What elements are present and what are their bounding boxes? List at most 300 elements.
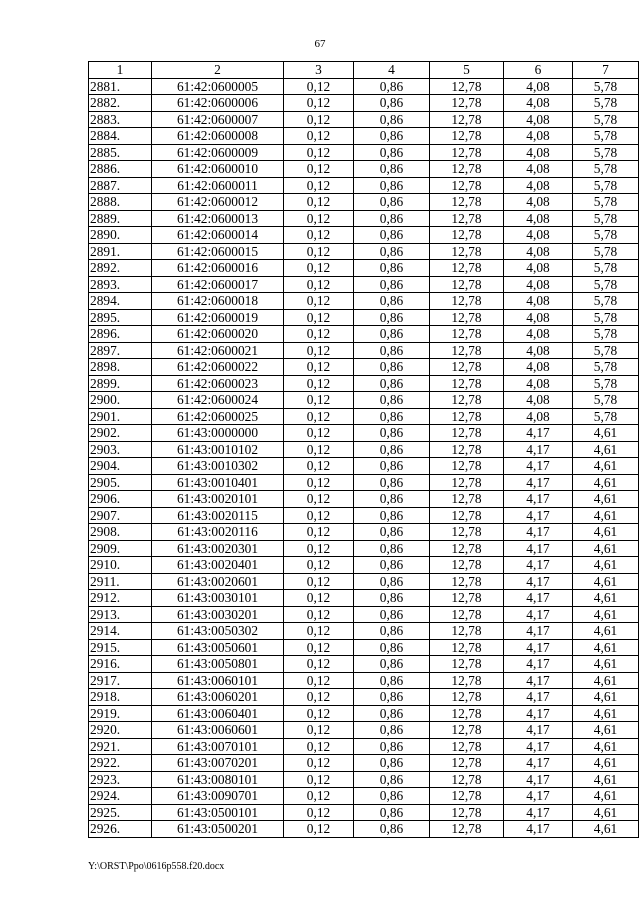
- table-cell: 2889.: [89, 210, 152, 227]
- table-row: [89, 639, 639, 656]
- table-cell: 0,86: [354, 507, 430, 524]
- table-cell: 4,17: [504, 821, 573, 838]
- table-cell: 4,61: [573, 689, 639, 706]
- table-cell: 0,12: [284, 722, 354, 739]
- table-cell: 12,78: [430, 656, 504, 673]
- table-cell: 5,78: [573, 342, 639, 359]
- table-cell: 4,17: [504, 557, 573, 574]
- table-cell: 2892.: [89, 260, 152, 277]
- table-row: [89, 788, 639, 805]
- table-cell: 4,17: [504, 524, 573, 541]
- table-cell: 4,17: [504, 656, 573, 673]
- table-row: [89, 425, 639, 442]
- table-cell: 61:42:0600021: [152, 342, 284, 359]
- table-cell: 61:42:0600019: [152, 309, 284, 326]
- table-cell: 0,86: [354, 573, 430, 590]
- table-cell: 4,08: [504, 210, 573, 227]
- table-row: [89, 276, 639, 293]
- table-cell: 0,86: [354, 771, 430, 788]
- table-cell: 61:43:0030101: [152, 590, 284, 607]
- table-cell: 0,86: [354, 144, 430, 161]
- table-cell: 4,61: [573, 672, 639, 689]
- table-cell: 2901.: [89, 408, 152, 425]
- table-cell: 4,61: [573, 771, 639, 788]
- table-cell: 2916.: [89, 656, 152, 673]
- table-cell: 12,78: [430, 722, 504, 739]
- table-cell: 12,78: [430, 788, 504, 805]
- table-cell: 5,78: [573, 309, 639, 326]
- table-cell: 5,78: [573, 375, 639, 392]
- table-cell: 61:42:0600011: [152, 177, 284, 194]
- table-cell: 4,08: [504, 243, 573, 260]
- table-cell: 61:42:0600005: [152, 78, 284, 95]
- table-cell: 0,12: [284, 656, 354, 673]
- column-header: 2: [152, 62, 284, 79]
- table-cell: 12,78: [430, 326, 504, 343]
- table-cell: 12,78: [430, 738, 504, 755]
- table-cell: 5,78: [573, 408, 639, 425]
- table-cell: 4,61: [573, 821, 639, 838]
- table-cell: 2890.: [89, 227, 152, 244]
- table-cell: 4,08: [504, 276, 573, 293]
- table-cell: 2881.: [89, 78, 152, 95]
- table-cell: 4,61: [573, 656, 639, 673]
- table-cell: 5,78: [573, 78, 639, 95]
- table-cell: 0,12: [284, 260, 354, 277]
- table-cell: 4,17: [504, 705, 573, 722]
- table-cell: 4,61: [573, 738, 639, 755]
- table-cell: 4,17: [504, 623, 573, 640]
- table-cell: 0,12: [284, 111, 354, 128]
- table-cell: 0,12: [284, 788, 354, 805]
- table-cell: 4,17: [504, 639, 573, 656]
- table-cell: 2898.: [89, 359, 152, 376]
- table-row: [89, 342, 639, 359]
- table-cell: 0,12: [284, 177, 354, 194]
- table-row: [89, 375, 639, 392]
- table-cell: 2913.: [89, 606, 152, 623]
- column-header: 1: [89, 62, 152, 79]
- table-cell: 12,78: [430, 95, 504, 112]
- table-row: [89, 243, 639, 260]
- table-cell: 2920.: [89, 722, 152, 739]
- table-cell: 61:42:0600012: [152, 194, 284, 211]
- table-cell: 61:43:0090701: [152, 788, 284, 805]
- table-cell: 0,12: [284, 755, 354, 772]
- table-row: [89, 392, 639, 409]
- column-header: 7: [573, 62, 639, 79]
- table-cell: 4,08: [504, 128, 573, 145]
- table-cell: 12,78: [430, 276, 504, 293]
- table-cell: 0,86: [354, 755, 430, 772]
- table-cell: 4,08: [504, 309, 573, 326]
- table-cell: 12,78: [430, 458, 504, 475]
- table-cell: 2900.: [89, 392, 152, 409]
- table-row: [89, 738, 639, 755]
- table-row: [89, 507, 639, 524]
- table-cell: 12,78: [430, 375, 504, 392]
- table-cell: 4,17: [504, 441, 573, 458]
- table-cell: 12,78: [430, 425, 504, 442]
- table-cell: 12,78: [430, 111, 504, 128]
- table-cell: 4,17: [504, 689, 573, 706]
- table-cell: 12,78: [430, 771, 504, 788]
- table-cell: 2922.: [89, 755, 152, 772]
- table-cell: 61:43:0010302: [152, 458, 284, 475]
- table-cell: 61:43:0500201: [152, 821, 284, 838]
- table-cell: 0,12: [284, 342, 354, 359]
- table-row: [89, 441, 639, 458]
- table-row: [89, 78, 639, 95]
- table-cell: 4,17: [504, 590, 573, 607]
- table-cell: 61:43:0020401: [152, 557, 284, 574]
- table-cell: 4,17: [504, 425, 573, 442]
- table-cell: 61:43:0020101: [152, 491, 284, 508]
- table-cell: 0,12: [284, 375, 354, 392]
- table-cell: 5,78: [573, 177, 639, 194]
- table-cell: 61:43:0080101: [152, 771, 284, 788]
- table-row: [89, 540, 639, 557]
- table-cell: 12,78: [430, 507, 504, 524]
- table-row: [89, 474, 639, 491]
- table-cell: 12,78: [430, 243, 504, 260]
- table-cell: 0,12: [284, 425, 354, 442]
- table-cell: 4,61: [573, 722, 639, 739]
- table-row: [89, 326, 639, 343]
- table-cell: 61:43:0060101: [152, 672, 284, 689]
- table-cell: 61:43:0500101: [152, 804, 284, 821]
- table-cell: 4,61: [573, 524, 639, 541]
- table-cell: 12,78: [430, 606, 504, 623]
- table-cell: 4,08: [504, 359, 573, 376]
- table-cell: 0,12: [284, 606, 354, 623]
- table-row: [89, 804, 639, 821]
- footer-file-path: Y:\ORST\Ppo\0616p558.f20.docx: [88, 861, 225, 872]
- table-cell: 4,08: [504, 375, 573, 392]
- table-cell: 2899.: [89, 375, 152, 392]
- table-cell: 4,61: [573, 557, 639, 574]
- table-row: [89, 144, 639, 161]
- table-cell: 0,12: [284, 95, 354, 112]
- table-cell: 2895.: [89, 309, 152, 326]
- table-cell: 0,12: [284, 623, 354, 640]
- table-cell: 5,78: [573, 276, 639, 293]
- table-cell: 2887.: [89, 177, 152, 194]
- table-cell: 4,17: [504, 491, 573, 508]
- table-cell: 12,78: [430, 293, 504, 310]
- table-cell: 4,61: [573, 425, 639, 442]
- table-cell: 2924.: [89, 788, 152, 805]
- table-cell: 2885.: [89, 144, 152, 161]
- table-cell: 61:43:0050801: [152, 656, 284, 673]
- table-cell: 4,61: [573, 755, 639, 772]
- table-cell: 12,78: [430, 755, 504, 772]
- table-row: [89, 656, 639, 673]
- table-cell: 12,78: [430, 557, 504, 574]
- column-header: 3: [284, 62, 354, 79]
- table-cell: 5,78: [573, 326, 639, 343]
- data-table: [88, 61, 639, 838]
- table-cell: 61:42:0600025: [152, 408, 284, 425]
- table-cell: 61:43:0070201: [152, 755, 284, 772]
- table-cell: 0,12: [284, 474, 354, 491]
- table-cell: 0,12: [284, 507, 354, 524]
- table-cell: 4,08: [504, 177, 573, 194]
- table-cell: 61:43:0070101: [152, 738, 284, 755]
- table-cell: 0,12: [284, 557, 354, 574]
- table-cell: 12,78: [430, 161, 504, 178]
- table-cell: 0,86: [354, 606, 430, 623]
- table-cell: 12,78: [430, 474, 504, 491]
- table-cell: 61:42:0600015: [152, 243, 284, 260]
- table-cell: 0,12: [284, 227, 354, 244]
- table-cell: 2925.: [89, 804, 152, 821]
- table-cell: 0,86: [354, 705, 430, 722]
- table-cell: 2891.: [89, 243, 152, 260]
- table-cell: 12,78: [430, 573, 504, 590]
- table-cell: 4,17: [504, 788, 573, 805]
- table-cell: 0,86: [354, 788, 430, 805]
- table-cell: 0,12: [284, 441, 354, 458]
- table-cell: 4,08: [504, 227, 573, 244]
- table-row: [89, 623, 639, 640]
- table-cell: 0,86: [354, 738, 430, 755]
- table-cell: 4,17: [504, 722, 573, 739]
- table-cell: 0,86: [354, 557, 430, 574]
- table-cell: 5,78: [573, 111, 639, 128]
- table-cell: 0,86: [354, 342, 430, 359]
- table-cell: 5,78: [573, 95, 639, 112]
- table-cell: 0,12: [284, 540, 354, 557]
- table-cell: 4,61: [573, 590, 639, 607]
- table-row: [89, 293, 639, 310]
- table-cell: 0,86: [354, 293, 430, 310]
- table-cell: 0,12: [284, 573, 354, 590]
- table-cell: 0,86: [354, 95, 430, 112]
- table-row: [89, 359, 639, 376]
- table-cell: 5,78: [573, 161, 639, 178]
- table-cell: 0,86: [354, 672, 430, 689]
- table-cell: 61:43:0020601: [152, 573, 284, 590]
- table-cell: 0,12: [284, 276, 354, 293]
- table-cell: 12,78: [430, 210, 504, 227]
- table-cell: 4,17: [504, 573, 573, 590]
- table-cell: 0,86: [354, 722, 430, 739]
- table-cell: 0,12: [284, 392, 354, 409]
- table-cell: 0,12: [284, 821, 354, 838]
- table-row: [89, 95, 639, 112]
- table-cell: 61:42:0600020: [152, 326, 284, 343]
- table-row: [89, 606, 639, 623]
- table-cell: 0,86: [354, 359, 430, 376]
- table-cell: 12,78: [430, 524, 504, 541]
- table-cell: 2918.: [89, 689, 152, 706]
- table-cell: 4,17: [504, 738, 573, 755]
- table-cell: 12,78: [430, 540, 504, 557]
- table-row: [89, 821, 639, 838]
- table-cell: 0,12: [284, 524, 354, 541]
- table-cell: 4,08: [504, 342, 573, 359]
- table-cell: 0,12: [284, 491, 354, 508]
- table-cell: 4,17: [504, 606, 573, 623]
- table-row: [89, 111, 639, 128]
- table-cell: 0,12: [284, 639, 354, 656]
- column-header: 6: [504, 62, 573, 79]
- table-cell: 61:42:0600006: [152, 95, 284, 112]
- table-cell: 2896.: [89, 326, 152, 343]
- table-cell: 4,17: [504, 458, 573, 475]
- table-cell: 61:43:0030201: [152, 606, 284, 623]
- table-cell: 61:42:0600022: [152, 359, 284, 376]
- table-cell: 2909.: [89, 540, 152, 557]
- table-cell: 0,12: [284, 804, 354, 821]
- table-header-row: [89, 62, 639, 79]
- table-cell: 0,86: [354, 243, 430, 260]
- table-row: [89, 210, 639, 227]
- table-cell: 2884.: [89, 128, 152, 145]
- table-cell: 4,17: [504, 474, 573, 491]
- table-cell: 12,78: [430, 441, 504, 458]
- table-cell: 4,17: [504, 507, 573, 524]
- table-cell: 12,78: [430, 804, 504, 821]
- table-cell: 4,61: [573, 458, 639, 475]
- table-cell: 4,17: [504, 755, 573, 772]
- table-row: [89, 590, 639, 607]
- table-cell: 2926.: [89, 821, 152, 838]
- table-cell: 0,86: [354, 821, 430, 838]
- table-cell: 0,12: [284, 738, 354, 755]
- table-cell: 2923.: [89, 771, 152, 788]
- table-cell: 2910.: [89, 557, 152, 574]
- table-row: [89, 557, 639, 574]
- table-cell: 12,78: [430, 623, 504, 640]
- table-cell: 0,12: [284, 78, 354, 95]
- table-row: [89, 573, 639, 590]
- table-cell: 0,86: [354, 177, 430, 194]
- table-cell: 0,86: [354, 309, 430, 326]
- table-cell: 0,86: [354, 375, 430, 392]
- table-cell: 2882.: [89, 95, 152, 112]
- table-cell: 0,86: [354, 408, 430, 425]
- table-cell: 0,12: [284, 689, 354, 706]
- table-row: [89, 128, 639, 145]
- table-cell: 5,78: [573, 392, 639, 409]
- table-cell: 4,61: [573, 540, 639, 557]
- table-cell: 12,78: [430, 491, 504, 508]
- table-cell: 5,78: [573, 260, 639, 277]
- table-cell: 2905.: [89, 474, 152, 491]
- table-cell: 4,08: [504, 194, 573, 211]
- table-cell: 0,86: [354, 111, 430, 128]
- table-cell: 0,12: [284, 144, 354, 161]
- table-cell: 0,86: [354, 491, 430, 508]
- table-cell: 61:42:0600010: [152, 161, 284, 178]
- table-row: [89, 408, 639, 425]
- table-cell: 2902.: [89, 425, 152, 442]
- table-cell: 61:42:0600024: [152, 392, 284, 409]
- table-cell: 12,78: [430, 408, 504, 425]
- table-cell: 4,17: [504, 672, 573, 689]
- table-cell: 5,78: [573, 293, 639, 310]
- table-cell: 4,61: [573, 705, 639, 722]
- table-cell: 4,08: [504, 392, 573, 409]
- table-cell: 4,08: [504, 144, 573, 161]
- table-row: [89, 227, 639, 244]
- table-cell: 61:43:0050302: [152, 623, 284, 640]
- table-cell: 0,12: [284, 210, 354, 227]
- table-cell: 0,12: [284, 458, 354, 475]
- table-cell: 61:43:0020116: [152, 524, 284, 541]
- page-number: 67: [314, 38, 326, 50]
- table-cell: 4,08: [504, 78, 573, 95]
- table-cell: 0,86: [354, 441, 430, 458]
- table-cell: 2919.: [89, 705, 152, 722]
- table-cell: 12,78: [430, 392, 504, 409]
- table-cell: 2893.: [89, 276, 152, 293]
- table-cell: 12,78: [430, 194, 504, 211]
- table-cell: 0,12: [284, 359, 354, 376]
- table-cell: 12,78: [430, 689, 504, 706]
- table-cell: 2907.: [89, 507, 152, 524]
- table-cell: 4,08: [504, 293, 573, 310]
- table-cell: 0,86: [354, 227, 430, 244]
- table-cell: 5,78: [573, 128, 639, 145]
- table-cell: 2917.: [89, 672, 152, 689]
- table-cell: 12,78: [430, 821, 504, 838]
- table-cell: 0,86: [354, 161, 430, 178]
- table-cell: 2894.: [89, 293, 152, 310]
- table-cell: 0,86: [354, 276, 430, 293]
- table-cell: 12,78: [430, 128, 504, 145]
- table-cell: 4,61: [573, 491, 639, 508]
- table-cell: 12,78: [430, 590, 504, 607]
- table-cell: 12,78: [430, 78, 504, 95]
- table-row: [89, 705, 639, 722]
- table-cell: 0,12: [284, 309, 354, 326]
- table-cell: 0,86: [354, 425, 430, 442]
- table-cell: 0,12: [284, 128, 354, 145]
- table-row: [89, 309, 639, 326]
- table-cell: 4,08: [504, 111, 573, 128]
- table-row: [89, 722, 639, 739]
- table-row: [89, 689, 639, 706]
- table-cell: 4,61: [573, 606, 639, 623]
- table-cell: 0,86: [354, 194, 430, 211]
- table-row: [89, 260, 639, 277]
- table-cell: 2911.: [89, 573, 152, 590]
- table-cell: 0,86: [354, 326, 430, 343]
- table-cell: 4,08: [504, 326, 573, 343]
- table-cell: 4,61: [573, 507, 639, 524]
- table-cell: 0,86: [354, 474, 430, 491]
- table-cell: 4,17: [504, 540, 573, 557]
- table-row: [89, 177, 639, 194]
- table-cell: 0,12: [284, 771, 354, 788]
- table-cell: 0,86: [354, 128, 430, 145]
- table-cell: 0,12: [284, 672, 354, 689]
- table-cell: 0,12: [284, 326, 354, 343]
- table-body: [89, 78, 639, 837]
- table-cell: 2908.: [89, 524, 152, 541]
- table-cell: 0,86: [354, 689, 430, 706]
- table-cell: 12,78: [430, 309, 504, 326]
- table-cell: 5,78: [573, 227, 639, 244]
- table-cell: 0,86: [354, 540, 430, 557]
- table-cell: 0,86: [354, 392, 430, 409]
- table-cell: 61:42:0600023: [152, 375, 284, 392]
- table-cell: 0,86: [354, 639, 430, 656]
- table-cell: 12,78: [430, 639, 504, 656]
